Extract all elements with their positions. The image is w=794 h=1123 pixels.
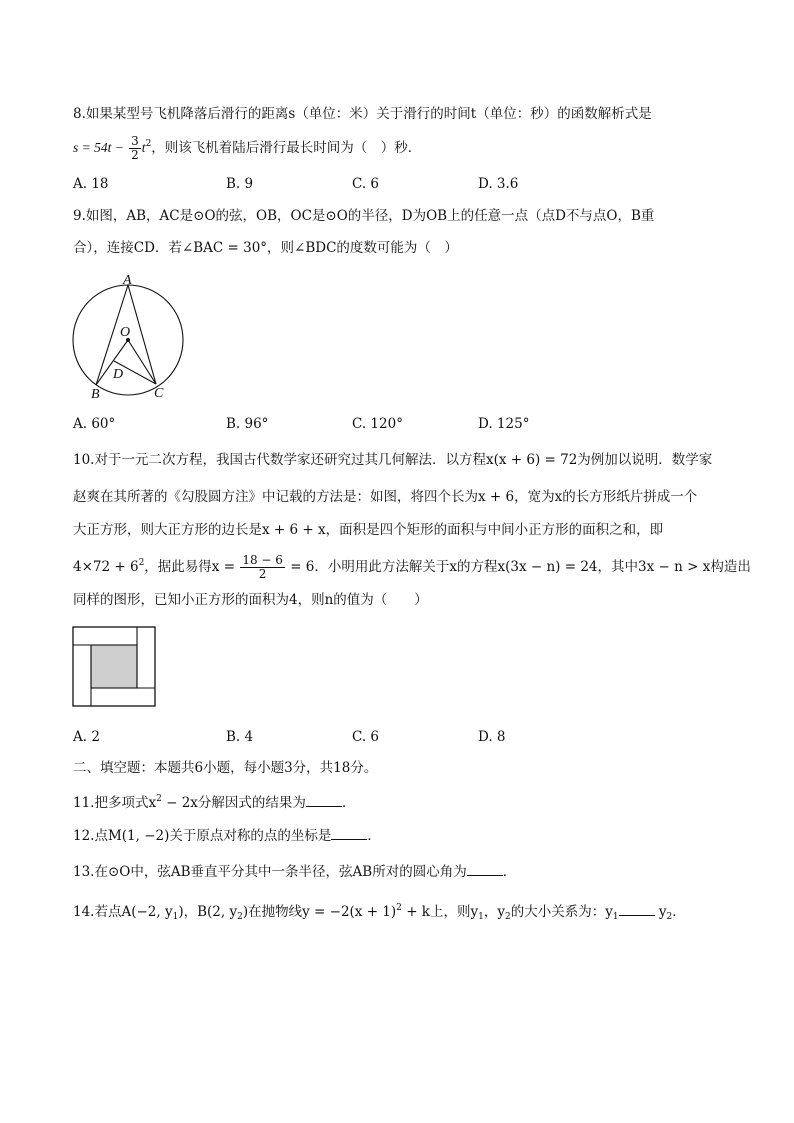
q9-option-d: D. 125° — [478, 416, 530, 432]
q8-option-a: A. 18 — [73, 176, 109, 192]
chord-ac — [128, 285, 156, 384]
q11-text-a: 11.把多项式x — [73, 795, 157, 811]
label-c: C — [154, 386, 164, 401]
q9-option-a: A. 60° — [73, 416, 116, 432]
q13-answer-blank[interactable] — [467, 863, 503, 876]
label-b: B — [91, 387, 100, 402]
q11-line — [73, 789, 355, 813]
q13-text-end: ． — [502, 864, 517, 880]
q10-frac-num: 18 − 6 — [242, 553, 283, 567]
q8-fraction — [129, 135, 141, 162]
q14-text-end: ． — [672, 904, 686, 920]
q14-sub2: 2 — [237, 912, 243, 922]
q9-option-b: B. 96° — [226, 416, 269, 432]
q14-answer-blank[interactable] — [619, 903, 655, 916]
q14-text-e: ，y — [483, 904, 505, 920]
q14-line — [73, 898, 686, 927]
q10-line4 — [73, 553, 751, 581]
q14-sub4: 2 — [504, 912, 511, 922]
q14-text-b: )，B(2, y — [178, 904, 238, 920]
q11-exp: 2 — [156, 794, 162, 804]
q8-line2 — [73, 134, 421, 162]
label-a: A — [123, 273, 132, 288]
q9-circle-figure — [68, 272, 190, 402]
q8-frac-num: 3 — [131, 134, 139, 148]
q9-option-c: C. 120° — [352, 416, 403, 432]
q12-answer-blank[interactable] — [331, 827, 367, 840]
section2-heading: 二、填空题：本题共6小题，每小题3分，共18分。 — [73, 760, 378, 776]
q8-option-b: B. 9 — [226, 176, 254, 192]
q14-text-c: )在抛物线y = −2(x + 1) — [242, 904, 397, 920]
q12-text-end: ． — [367, 828, 381, 844]
q8-formula-lhs: s = 54t − — [73, 140, 124, 155]
q8-line2-rest: ，则该飞机着陆后滑行最长时间为（ ）秒． — [151, 140, 422, 156]
q13-text-a: 13.在⊙O中，弦AB垂直平分其中一条半径，弦AB所对的圆心角为 — [73, 864, 467, 880]
q10-line3: 大正方形，则大正方形的边长是x + 6 + x，面积是四个矩形的面积与中间小正方形的面积之和，即 — [73, 522, 664, 538]
q14-text-f: 的大小关系为：y — [510, 904, 613, 920]
q11-text-end: ． — [341, 795, 356, 811]
q8-formula-tail: t — [141, 140, 146, 155]
q9-line1: 9.如图，AB，AC是⊙O的弦，OB，OC是⊙O的半径，D为OB上的任意一点（点D不与点O，B重 — [73, 208, 655, 224]
q10-option-a: A. 2 — [73, 729, 100, 745]
label-o: O — [120, 325, 131, 340]
label-d: D — [113, 367, 124, 382]
small-square — [91, 645, 137, 688]
q10-line4-exp: 2 — [138, 558, 145, 568]
radius-ob — [96, 340, 128, 385]
q10-option-d: D. 8 — [478, 729, 506, 745]
q10-line4-c: = 6．小明用此方法解关于x的方程x(3x − n) = 24，其中3x − n > x构造出 — [290, 559, 751, 575]
q14-sub5: 1 — [612, 912, 619, 922]
q8-frac-den: 2 — [131, 148, 139, 162]
q14-text-g: y — [654, 904, 667, 920]
q10-line1: 10.对于一元二次方程，我国古代数学家还研究过其几何解法．以方程x(x + 6) = 72为例加以说明．数学家 — [73, 452, 713, 468]
q8-option-d: D. 3.6 — [478, 176, 519, 192]
q10-option-b: B. 4 — [226, 729, 254, 745]
q14-text-d: + k上，则y — [401, 904, 479, 920]
q11-text-b: − 2x分解因式的结果为 — [161, 795, 306, 811]
radius-oc — [128, 340, 156, 384]
q8-formula-exp: 2 — [145, 139, 152, 149]
q10-line5: 同样的图形，已知小正方形的面积为4，则n的值为（ ） — [73, 592, 428, 608]
q12-text-a: 12.点M(1, −2)关于原点对称的点的坐标是 — [73, 828, 332, 844]
q14-text-a: 14.若点A(−2, y — [73, 904, 173, 920]
q10-frac-den: 2 — [258, 567, 267, 581]
q14-exp: 2 — [396, 903, 402, 913]
q10-option-c: C. 6 — [352, 729, 380, 745]
q9-line2: 合），连接CD．若∠BAC = 30°，则∠BDC的度数可能为（ ） — [73, 240, 458, 256]
q10-square-figure — [72, 626, 158, 708]
q11-answer-blank[interactable] — [306, 794, 342, 807]
q10-line4-b: ，据此易得x = — [144, 559, 236, 575]
q14-sub3: 1 — [478, 912, 484, 922]
q13-line — [73, 862, 516, 882]
q8-option-c: C. 6 — [352, 176, 380, 192]
q10-line4-a: 4×72 + 6 — [73, 559, 139, 575]
q12-line — [73, 826, 381, 846]
q14-sub1: 1 — [172, 912, 179, 922]
q14-sub6: 2 — [666, 912, 673, 922]
q10-line2: 赵爽在其所著的《勾股圆方注》中记载的方法是：如图，将四个长为x + 6，宽为x的长方形纸片拼成一个 — [73, 489, 698, 505]
q10-fraction — [240, 554, 285, 581]
q8-line1: 8.如果某型号飞机降落后滑行的距离s（单位：米）关于滑行的时间t（单位：秒）的函数解析式是 — [73, 106, 652, 122]
